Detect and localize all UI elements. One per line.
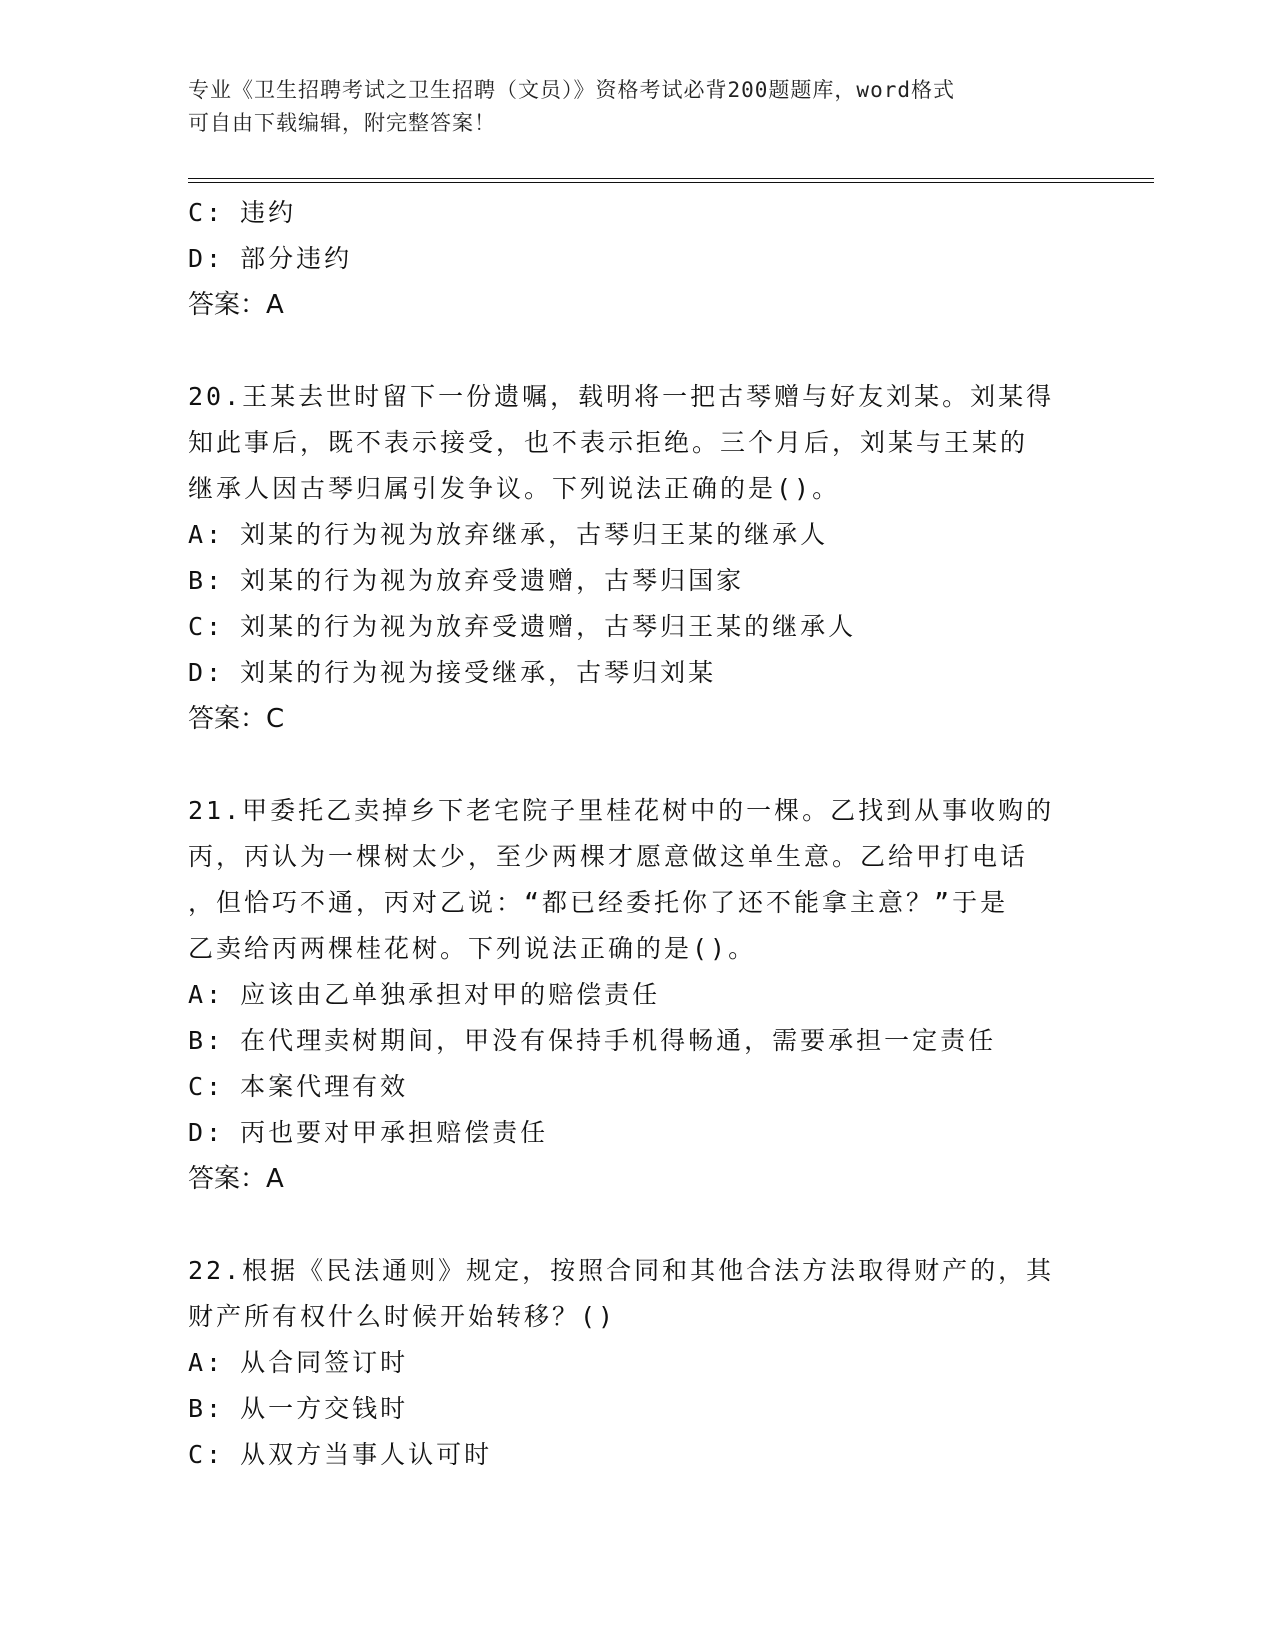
question-21 — [188, 788, 1088, 1202]
question-text-line: 丙，丙认为一棵树太少，至少两棵才愿意做这单生意。乙给甲打电话 — [188, 842, 1029, 871]
question-text-line: 22.根据《民法通则》规定，按照合同和其他合法方法取得财产的，其 — [188, 1256, 1055, 1285]
option-a: A: 刘某的行为视为放弃继承，古琴归王某的继承人 — [188, 520, 829, 549]
option-a: A: 应该由乙单独承担对甲的赔偿责任 — [188, 980, 661, 1009]
option-c: C: 本案代理有效 — [188, 1072, 409, 1101]
question-text-line: ，但恰巧不通，丙对乙说：“都已经委托你了还不能拿主意？”于是 — [188, 888, 1009, 917]
question-text-line: 财产所有权什么时候开始转移？() — [188, 1302, 617, 1331]
document-header — [188, 74, 1068, 140]
option-c: C: 违约 — [188, 198, 297, 227]
option-b: B: 刘某的行为视为放弃受遗赠，古琴归国家 — [188, 566, 745, 595]
option-c: C: 刘某的行为视为放弃受遗赠，古琴归王某的继承人 — [188, 612, 857, 641]
option-d: D: 丙也要对甲承担赔偿责任 — [188, 1118, 549, 1147]
answer-line: 答案：A — [188, 290, 284, 320]
document-body — [188, 190, 1088, 1478]
question-text-line: 21.甲委托乙卖掉乡下老宅院子里桂花树中的一棵。乙找到从事收购的 — [188, 796, 1055, 825]
question-20 — [188, 374, 1088, 742]
answer-line: 答案：C — [188, 704, 285, 734]
question-text-line: 知此事后，既不表示接受，也不表示拒绝。三个月后，刘某与王某的 — [188, 428, 1029, 457]
answer-line: 答案：A — [188, 1164, 284, 1194]
header-title-line-1: 专业《卫生招聘考试之卫生招聘（文员）》资格考试必背200题题库，word格式 — [188, 78, 955, 102]
option-b: B: 在代理卖树期间，甲没有保持手机得畅通，需要承担一定责任 — [188, 1026, 997, 1055]
header-divider — [188, 178, 1154, 183]
option-d: D: 部分违约 — [188, 244, 353, 273]
option-d: D: 刘某的行为视为接受继承，古琴归刘某 — [188, 658, 717, 687]
question-text-line: 继承人因古琴归属引发争议。下列说法正确的是()。 — [188, 474, 841, 503]
option-a: A: 从合同签订时 — [188, 1348, 409, 1377]
question-22 — [188, 1248, 1088, 1478]
option-b: B: 从一方交钱时 — [188, 1394, 409, 1423]
continued-question — [188, 190, 1088, 328]
option-c: C: 从双方当事人认可时 — [188, 1440, 493, 1469]
header-title-line-2: 可自由下载编辑，附完整答案！ — [188, 111, 496, 135]
question-text-line: 20.王某去世时留下一份遗嘱，载明将一把古琴赠与好友刘某。刘某得 — [188, 382, 1055, 411]
question-text-line: 乙卖给丙两棵桂花树。下列说法正确的是()。 — [188, 934, 757, 963]
